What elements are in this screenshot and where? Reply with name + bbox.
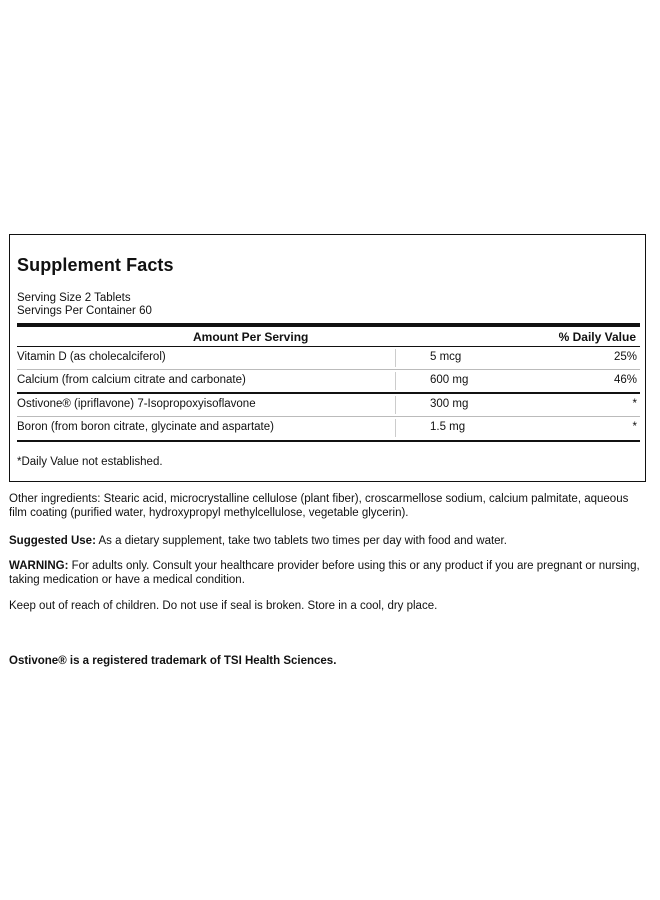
- facts-rows: [17, 347, 640, 439]
- nutrient-amount: 600 mg: [430, 374, 469, 386]
- facts-header-row: [17, 329, 640, 345]
- table-row: [17, 347, 640, 370]
- storage-instructions: Keep out of reach of children. Do not use if seal is broken. Store in a cool, dry place.: [9, 600, 438, 612]
- column-divider: [395, 372, 396, 390]
- nutrient-daily-value: 46%: [613, 374, 637, 386]
- nutrient-amount: 5 mcg: [430, 351, 462, 363]
- other-ingredients: Other ingredients: Stearic acid, microcrystalline cellulose (plant fiber), croscarmellose sodium, calcium palmitate, aqueous film coating (purified water, hydroxypropyl methylcellulose, vegetable glycerin).: [9, 493, 629, 519]
- nutrient-daily-value: 25%: [613, 351, 637, 363]
- table-row: [17, 417, 640, 439]
- column-divider: [395, 396, 396, 414]
- nutrient-name: Vitamin D (as cholecalciferol): [17, 351, 166, 363]
- table-row: [17, 394, 640, 417]
- warning-text: For adults only. Consult your healthcare provider before using this or any product if you are pregnant or nursing, taking medication or have a medical condition.: [9, 560, 640, 586]
- daily-value-footnote: *Daily Value not established.: [17, 456, 163, 468]
- table-row: [17, 370, 640, 394]
- column-divider: [395, 349, 396, 367]
- suggested-use-label: Suggested Use:: [9, 535, 96, 547]
- nutrient-name: Boron (from boron citrate, glycinate and aspartate): [17, 421, 274, 433]
- serving-size: Serving Size 2 Tablets: [17, 292, 131, 304]
- nutrient-name: Calcium (from calcium citrate and carbonate): [17, 374, 246, 386]
- header-amount-per-serving: Amount Per Serving: [193, 330, 309, 344]
- rows-bottom-divider: [17, 440, 640, 442]
- servings-per-container: Servings Per Container 60: [17, 305, 152, 317]
- suggested-use-text: As a dietary supplement, take two tablets two times per day with food and water.: [95, 535, 507, 547]
- nutrient-daily-value: *: [632, 421, 637, 433]
- suggested-use: [9, 535, 649, 549]
- column-divider: [395, 419, 396, 437]
- trademark-notice: Ostivone® is a registered trademark of TSI Health Sciences.: [9, 655, 337, 667]
- warning-label: WARNING:: [9, 560, 69, 572]
- facts-title: Supplement Facts: [17, 255, 174, 275]
- thick-divider: [17, 323, 640, 327]
- serving-info: [17, 292, 152, 318]
- warning: [9, 560, 649, 587]
- nutrient-amount: 1.5 mg: [430, 421, 466, 433]
- nutrient-daily-value: *: [632, 398, 637, 410]
- nutrient-name: Ostivone® (ipriflavone) 7-Isopropoxyisoflavone: [17, 398, 256, 410]
- supplement-facts-panel: [9, 234, 646, 482]
- nutrient-amount: 300 mg: [430, 398, 469, 410]
- header-daily-value: % Daily Value: [558, 330, 636, 344]
